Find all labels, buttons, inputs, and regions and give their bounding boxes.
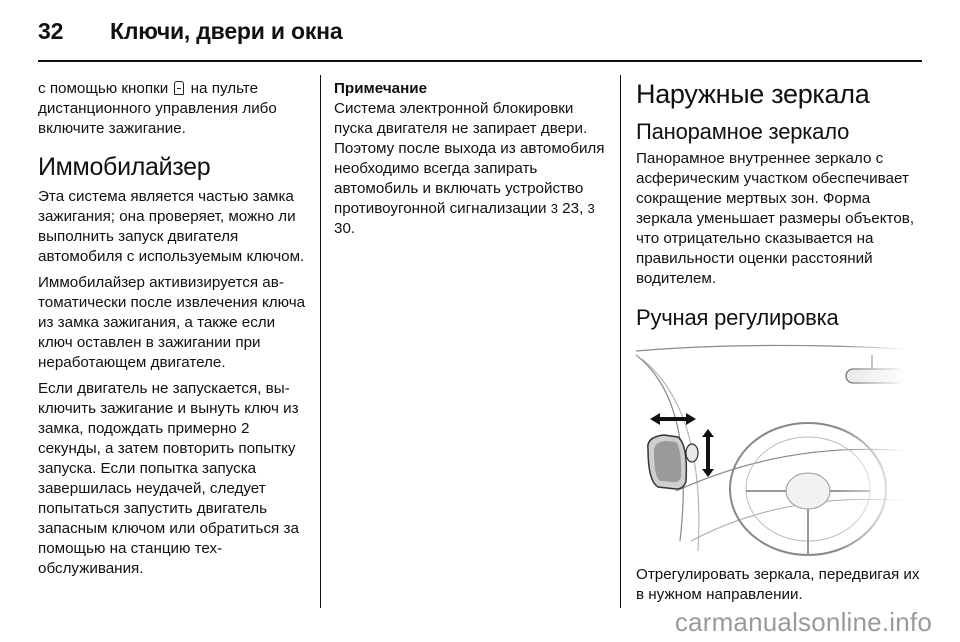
section-heading-mirrors: Наружные зеркала [636, 79, 870, 109]
ref-separator: , [579, 200, 588, 217]
column-divider-2 [620, 75, 621, 608]
page-ref-arrow-icon: 3 [550, 201, 558, 216]
page-ref-arrow-icon: 3 [587, 201, 595, 216]
intro-text-a: с помощью кнопки [38, 80, 173, 97]
column-left [38, 62, 308, 585]
note-title: Примечание [334, 80, 428, 97]
intro-text-b: на пульте дистанционного управления либо включите зажигание. [38, 80, 277, 137]
paragraph: Если двигатель не запускается, выключить зажигание и вынуть ключ из замка, подождать примерно 2 секунды, а затем повторить попытку запуска. Если попытка запуска завершилась неудачей, следует попытаться запустить двигатель запасным ключом или обратиться за помощью на станцию техобслуживания. [38, 380, 299, 577]
column-right [636, 79, 922, 611]
paragraph: Иммобилайзер активизируется автоматически после извлечения ключа из замка зажигания, а также если ключ оставлен в зажигании при неработающем двигателе. [38, 274, 306, 371]
column-middle [334, 79, 609, 245]
key-fob-icon [174, 81, 184, 95]
subheading-manual: Ручная регулировка [636, 305, 839, 330]
illustration-caption: Отрегулировать зеркала, передвигая их в нужном направлении. [636, 566, 920, 603]
column-divider-1 [320, 75, 321, 608]
intro-paragraph [38, 79, 308, 139]
page-ref-link[interactable]: 23 [562, 200, 580, 217]
mirror-adjust-illustration [636, 341, 906, 559]
subheading-panoramic: Панорамное зеркало [636, 119, 850, 144]
watermark: carmanualsonline.info [674, 607, 932, 637]
page-number: 32 [38, 18, 64, 44]
paragraph: Эта система является частью замка зажигания; она проверяет, можно ли выполнить запуск двигателя автомобиля с используемым ключом. [38, 188, 305, 265]
page-title: Ключи, двери и окна [110, 18, 343, 44]
page-header [38, 18, 342, 45]
page-ref-link[interactable]: 30 [334, 220, 351, 237]
section-heading-immobilizer: Иммобилайзер [38, 153, 211, 181]
ref-end: . [350, 220, 356, 237]
note-text [334, 99, 609, 239]
note-body: Система электронной блокировки пуска двигателя не запирает двери. Поэтому после выхода из автомобиля необходимо всегда запирать автомобиль и включать устройство противоугонной сигнализации [334, 100, 605, 217]
paragraph: Панорамное внутреннее зеркало с асферическим участком обеспечивает сокращение мертвых зон. Форма зеркала уменьшает размеры объектов, что отрицательно сказывается на правильности оценки расстояний водителем. [636, 150, 915, 287]
